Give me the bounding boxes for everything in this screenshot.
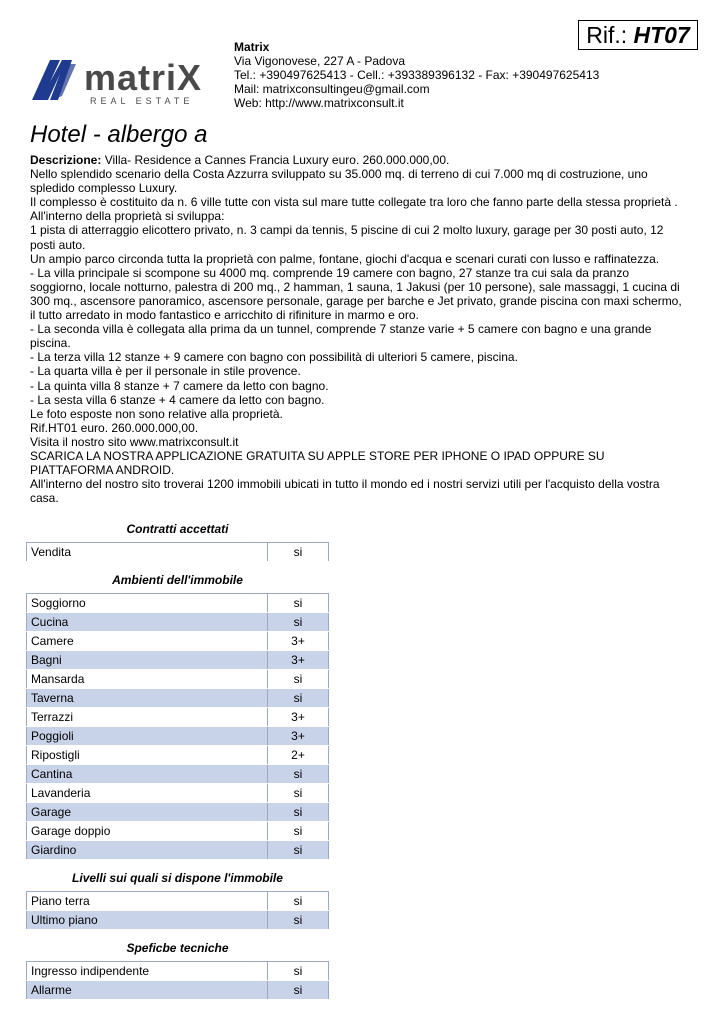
agency-phones: Tel.: +390497625413 - Cell.: +393389396132 - Fax: +390497625413 <box>234 68 600 82</box>
reference-code: HT07 <box>633 22 690 48</box>
table-row <box>27 803 329 822</box>
table-row <box>27 841 329 860</box>
feature-name: Ripostigli <box>27 746 268 765</box>
table-row <box>27 981 329 1000</box>
description-line: piscina. <box>30 336 71 351</box>
feature-name: Allarme <box>27 981 268 1000</box>
feature-name: Ingresso indipendente <box>27 962 268 981</box>
table-row <box>27 708 329 727</box>
agency-mail: Mail: matrixconsultingeu@gmail.com <box>234 82 430 96</box>
features-table <box>26 891 329 930</box>
description-line: PIATTAFORMA ANDROID. <box>30 463 175 478</box>
table-row <box>27 670 329 689</box>
description <box>30 153 700 505</box>
feature-name: Bagni <box>27 651 268 670</box>
feature-value: si <box>268 803 329 822</box>
table-row <box>27 784 329 803</box>
agency-name: Matrix <box>234 40 270 54</box>
description-line: casa. <box>30 491 59 506</box>
description-line: Rif.HT01 euro. 260.000.000,00. <box>30 420 199 435</box>
table-row <box>27 632 329 651</box>
description-line: - La quinta villa 8 stanze + 7 camere da letto con bagno. <box>30 378 329 393</box>
section-title: Ambienti dell'immobile <box>112 573 243 587</box>
feature-value: si <box>268 981 329 1000</box>
description-line: Un ampio parco circonda tutta la proprietà con palme, fontane, giochi d'acqua e scenari curati con lusso e raffinatezza. <box>30 251 660 266</box>
table-row <box>27 822 329 841</box>
feature-value: si <box>268 543 329 562</box>
feature-value: si <box>268 822 329 841</box>
description-first-line: Villa- Residence a Cannes Francia Luxury euro. 260.000.000,00. <box>101 153 450 167</box>
section-title: Contratti accettati <box>126 522 229 536</box>
feature-value: si <box>268 765 329 784</box>
feature-name: Cucina <box>27 613 268 632</box>
description-line: Le foto esposte non sono relative alla proprietà. <box>30 406 283 421</box>
table-row <box>27 727 329 746</box>
description-line: Il complesso è costituito da n. 6 ville tutte con vista sul mare tutte collegate tra loro che fanno parte della stessa proprietà . <box>30 195 678 210</box>
page-title: Hotel - albergo a <box>30 121 208 148</box>
description-line: 300 mq., ascensore panoramico, ascensore personale, garage per barche e Jet privato, grande piscina con maxi schermo, <box>30 293 682 308</box>
description-line: spledido complesso Luxury. <box>30 181 178 196</box>
description-label: Descrizione: <box>30 153 102 167</box>
description-line: 1 pista di atterraggio elicottero privato, n. 3 campi da tennis, 5 piscine di cui 2 molto luxury, garage per 30 posti auto, 12 <box>30 223 664 238</box>
feature-name: Garage <box>27 803 268 822</box>
table-row <box>27 689 329 708</box>
feature-value: si <box>268 594 329 613</box>
feature-name: Lavanderia <box>27 784 268 803</box>
feature-value: 3+ <box>268 708 329 727</box>
feature-name: Vendita <box>27 543 268 562</box>
agency-info <box>234 40 599 110</box>
table-row <box>27 543 329 562</box>
feature-value: si <box>268 962 329 981</box>
table-row <box>27 962 329 981</box>
matrix-logo-graphic <box>28 52 218 108</box>
feature-value: 3+ <box>268 632 329 651</box>
feature-value: 2+ <box>268 746 329 765</box>
reference-prefix: Rif.: <box>586 22 628 48</box>
feature-value: si <box>268 911 329 930</box>
matrix-logo <box>28 52 218 108</box>
feature-name: Mansarda <box>27 670 268 689</box>
table-row <box>27 594 329 613</box>
description-line: - La seconda villa è collegata alla prima da un tunnel, comprende 7 stanze varie + 5 camere con bagno e una grande <box>30 322 652 337</box>
description-line: All'interno del nostro sito troverai 1200 immobili ubicati in tutto il mondo ed i nostri servizi utili per l'acquisto della vostra <box>30 477 660 492</box>
table-row <box>27 765 329 784</box>
description-line: posti auto. <box>30 237 86 252</box>
description-line: Nello splendido scenario della Costa Azzurra sviluppato su 35.000 mq. di terreno di cui 7.000 mq di costruzione, uno <box>30 167 648 182</box>
feature-name: Terrazzi <box>27 708 268 727</box>
description-line: - La terza villa 12 stanze + 9 camere con bagno con possibilità di ulteriori 5 camere, piscina. <box>30 350 518 365</box>
features-table <box>26 961 329 1000</box>
feature-name: Giardino <box>27 841 268 860</box>
agency-address: Via Vigonovese, 227 A - Padova <box>234 54 406 68</box>
reference-box <box>578 20 698 50</box>
description-line: - La quarta villa è per il personale in stile provence. <box>30 364 301 379</box>
features-table <box>26 542 329 562</box>
table-row <box>27 892 329 911</box>
logo-tagline: REAL ESTATE <box>90 96 194 106</box>
description-line: - La sesta villa 6 stanze + 4 camere da letto con bagno. <box>30 392 325 407</box>
description-line: Visita il nostro sito www.matrixconsult.it <box>30 434 239 449</box>
section-title: Livelli sui quali si dispone l'immobile <box>72 871 283 885</box>
feature-value: si <box>268 689 329 708</box>
feature-value: si <box>268 784 329 803</box>
table-row <box>27 651 329 670</box>
features-table <box>26 593 329 860</box>
description-line: All'interno della proprietà si sviluppa: <box>30 209 225 224</box>
feature-name: Ultimo piano <box>27 911 268 930</box>
feature-value: si <box>268 892 329 911</box>
feature-name: Garage doppio <box>27 822 268 841</box>
section-title: Speficbe tecniche <box>126 941 229 955</box>
feature-value: si <box>268 670 329 689</box>
table-row <box>27 746 329 765</box>
feature-name: Piano terra <box>27 892 268 911</box>
agency-web: Web: http://www.matrixconsult.it <box>234 96 404 110</box>
logo-word: matriX <box>84 57 203 98</box>
description-line: SCARICA LA NOSTRA APPLICAZIONE GRATUITA SU APPLE STORE PER IPHONE O IPAD OPPURE SU <box>30 448 605 463</box>
table-row <box>27 613 329 632</box>
feature-name: Cantina <box>27 765 268 784</box>
feature-value: si <box>268 613 329 632</box>
description-line: soggiorno, locale notturno, palestra di 200 mq., 2 hamman, 1 sauna, 1 Jakusi (per 10 persone), sale massaggi, 1 cucina di <box>30 279 680 294</box>
description-line: il tutto arredato in modo fantastico e arricchito di rifiniture in marmo e oro. <box>30 308 419 323</box>
feature-name: Soggiorno <box>27 594 268 613</box>
description-line: - La villa principale si scompone su 4000 mq. comprende 19 camere con bagno, 27 stanze tra cui sala da pranzo <box>30 265 630 280</box>
feature-value: si <box>268 841 329 860</box>
feature-name: Camere <box>27 632 268 651</box>
feature-name: Taverna <box>27 689 268 708</box>
feature-value: 3+ <box>268 727 329 746</box>
table-row <box>27 911 329 930</box>
feature-value: 3+ <box>268 651 329 670</box>
feature-name: Poggioli <box>27 727 268 746</box>
